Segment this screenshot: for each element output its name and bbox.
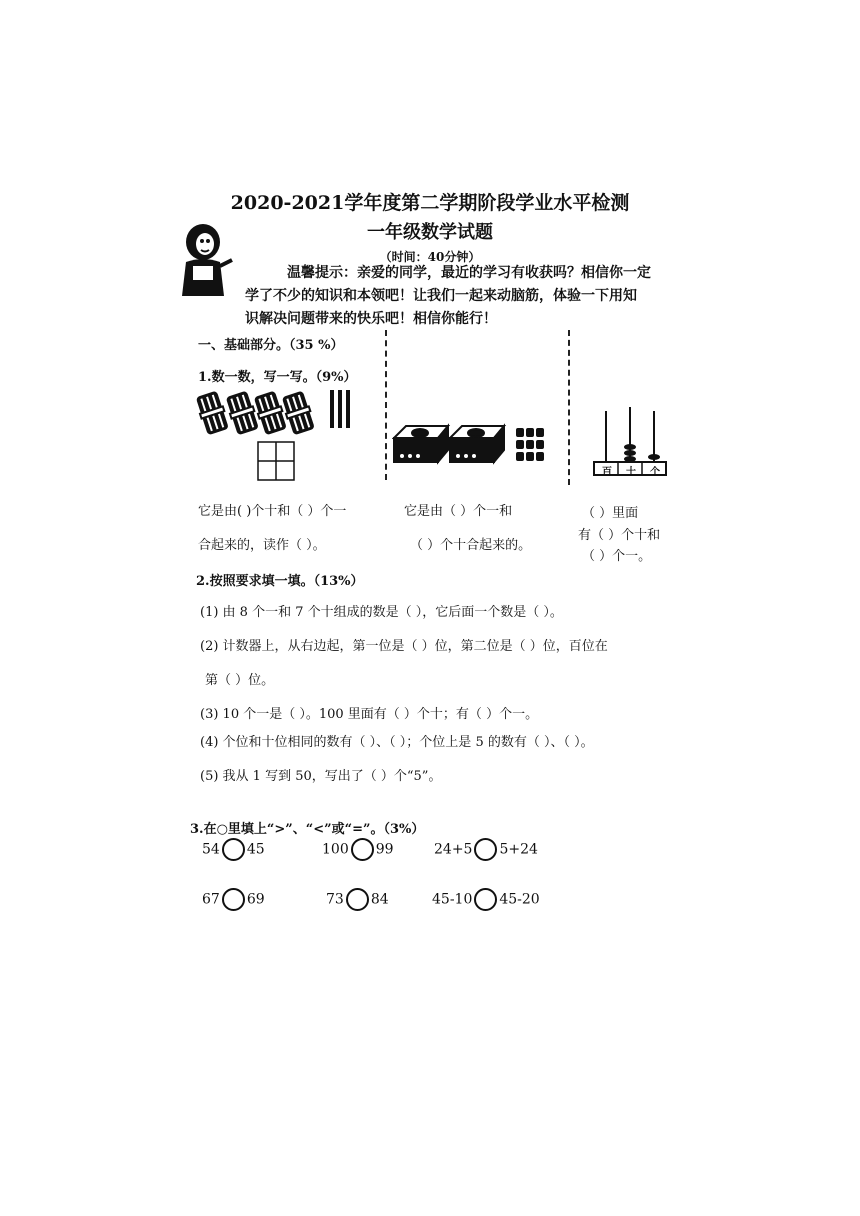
bundles-of-ten-icon [196,388,356,484]
mascot-icon [176,222,234,298]
exam-time: （时间：40分钟） [379,250,481,264]
divider-2 [568,330,570,485]
tip-line-1: 温馨提示：亲爱的同学，最近的学习有收获吗？相信你一定 [287,265,651,281]
q3-heading: 3.在○里填上“>”、“<”或“=”。（3%） [190,822,425,837]
compare-circle[interactable] [474,888,497,911]
q1-panel3-line1: （ ）里面 [582,506,639,521]
tip-line-2: 学了不少的知识和本领吧！让我们一起来动脑筋，体验一下用知 [245,288,637,304]
q1-heading: 1.数一数，写一写。（9%） [198,370,357,385]
q1-panel3-line3: （ ）个一。 [582,549,652,564]
compare-item: 45-10 45-20 [432,888,540,911]
q2-item-2-cont: 第（ ）位。 [205,673,275,688]
q2-item-5: (5) 我从 1 写到 50，写出了（ ）个“5”。 [200,769,442,784]
tip-line-3: 识解决问题带来的快乐吧！相信你能行！ [245,311,497,327]
q2-item-3: (3) 10 个一是（ ）。100 里面有（ ）个十；有（ ）个一。 [200,707,539,722]
hundred-blocks-icon [392,418,552,468]
q2-item-1: (1) 由 8 个一和 7 个十组成的数是（ ），它后面一个数是（ ）。 [200,605,563,620]
compare-item: 73 84 [326,888,389,911]
compare-circle[interactable] [474,838,497,861]
compare-circle[interactable] [351,838,374,861]
q2-item-4: (4) 个位和十位相同的数有（ ）、（ ）；个位上是 5 的数有（ ）、（ ）。 [200,735,594,750]
exam-title: 2020-2021学年度第二学期阶段学业水平检测 [230,192,630,214]
abacus-label-hundreds: 百 [602,467,612,478]
divider-1 [385,330,387,480]
compare-circle[interactable] [222,888,245,911]
compare-circle[interactable] [222,838,245,861]
q1-panel1-line1: 它是由( )个十和（ ）个一 [198,504,347,519]
exam-subtitle: 一年级数学试题 [367,222,493,243]
q1-panel3-line2: 有（ ）个十和 [578,528,661,543]
compare-item: 24+5 5+24 [434,838,538,861]
q2-item-2: (2) 计数器上，从右边起，第一位是（ ）位，第二位是（ ）位，百位在 [200,639,608,654]
compare-item: 67 69 [202,888,265,911]
compare-item: 54 45 [202,838,265,861]
compare-circle[interactable] [346,888,369,911]
compare-item: 100 99 [322,838,394,861]
q1-panel2-line2: （ ）个十合起来的。 [410,538,532,553]
abacus-label-ones: 个 [650,467,660,478]
section-heading: 一、基础部分。（35 %） [198,338,344,353]
abacus-label-tens: 十 [626,467,636,478]
q1-panel2-line1: 它是由（ ）个一和 [404,504,513,519]
q2-heading: 2.按照要求填一填。（13%） [196,574,364,589]
q1-panel1-line2: 合起来的，读作（ ）。 [198,538,326,553]
